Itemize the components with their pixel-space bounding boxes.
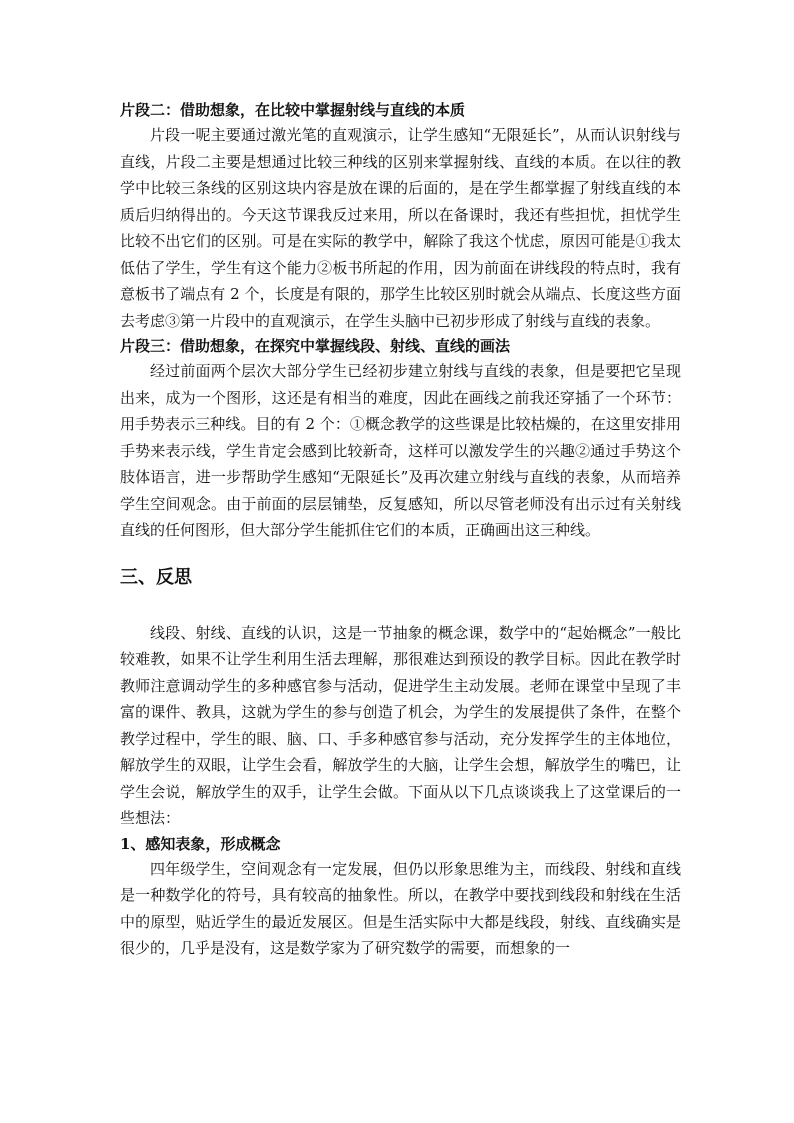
section3-heading: 片段三：借助想象，在探究中掌握线段、射线、直线的画法 (120, 337, 511, 355)
reflection-paragraph: 线段、射线、直线的认识，这是一节抽象的概念课，数学中的“起始概念”一般比较难教，如果不让学生利用生活去理解，那很难达到预设的教学目标。因此在教学时教师注意调动学生的多种感官参与活动，促进学生主动发展。老师在课堂中呈现了丰富的课件、教具，这就为学生的参与创造了机会，为学生的发展提供了条件，在整个教学过程中，学生的眼、脑、口、手多种感官参与活动，充分发挥学生的主体地位，解放学生的双眼，让学生会看，解放学生的大脑，让学生会想，解放学生的嘴巴，让学生会说，解放学生的双手，让学生会做。下面从以下几点谈谈我上了这堂课后的一些想法： (120, 623, 681, 827)
section2-paragraph: 片段一呢主要通过激光笔的直观演示，让学生感知“无限延长”，从而认识射线与直线，片段二主要是想通过比较三种线的区别来掌握射线、直线的本质。在以往的教学中比较三条线的区别这块内容是放在课的后面的，是在学生都掌握了射线直线的本质后归纳得出的。今天这节课我反过来用，所以在备课时，我还有些担忧，担忧学生比较不出它们的区别。可是在实际的教学中，解除了我这个忧虑，原因可能是①我太低估了学生，学生有这个能力②板书所起的作用，因为前面在讲线段的特点时，我有意板书了端点有 2 个，长度是有限的，那学生比较区别时就会从端点、长度这些方面去考虑③第一片段中的直观演示，在学生头脑中已初步形成了射线与直线的表象。 (120, 126, 681, 330)
section2-heading: 片段二：借助想象，在比较中掌握射线与直线的本质 (120, 101, 466, 119)
point1-paragraph: 四年级学生，空间观念有一定发展，但仍以形象思维为主，而线段、射线和直线是一种数学化的符号，具有较高的抽象性。所以，在教学中要找到线段和射线在生活中的原型，贴近学生的最近发展区。但是生活实际中大都是线段，射线、直线确实是很少的，几乎是没有，这是数学家为了研究数学的需要，而想象的一 (120, 859, 681, 957)
document-page (120, 98, 681, 962)
section3-paragraph: 经过前面两个层次大部分学生已经初步建立射线与直线的表象，但是要把它呈现出来，成为一个图形，这还是有相当的难度，因此在画线之前我还穿插了一个环节：用手势表示三种线。目的有 2 个：①概念教学的这些课是比较枯燥的，在这里安排用手势来表示线，学生肯定会感到比较新奇，这样可以激发学生的兴趣②通过手势这个肢体语言，进一步帮助学生感知“无限延长”及再次建立射线与直线的表象，从而培养学生空间观念。由于前面的层层铺垫，反复感知，所以尽管老师没有出示过有关射线直线的任何图形，但大部分学生能抓住它们的本质，正确画出这三种线。 (120, 362, 681, 539)
reflection-title: 三、反思 (120, 566, 192, 588)
point1-heading: 1、感知表象，形成概念 (120, 834, 281, 853)
